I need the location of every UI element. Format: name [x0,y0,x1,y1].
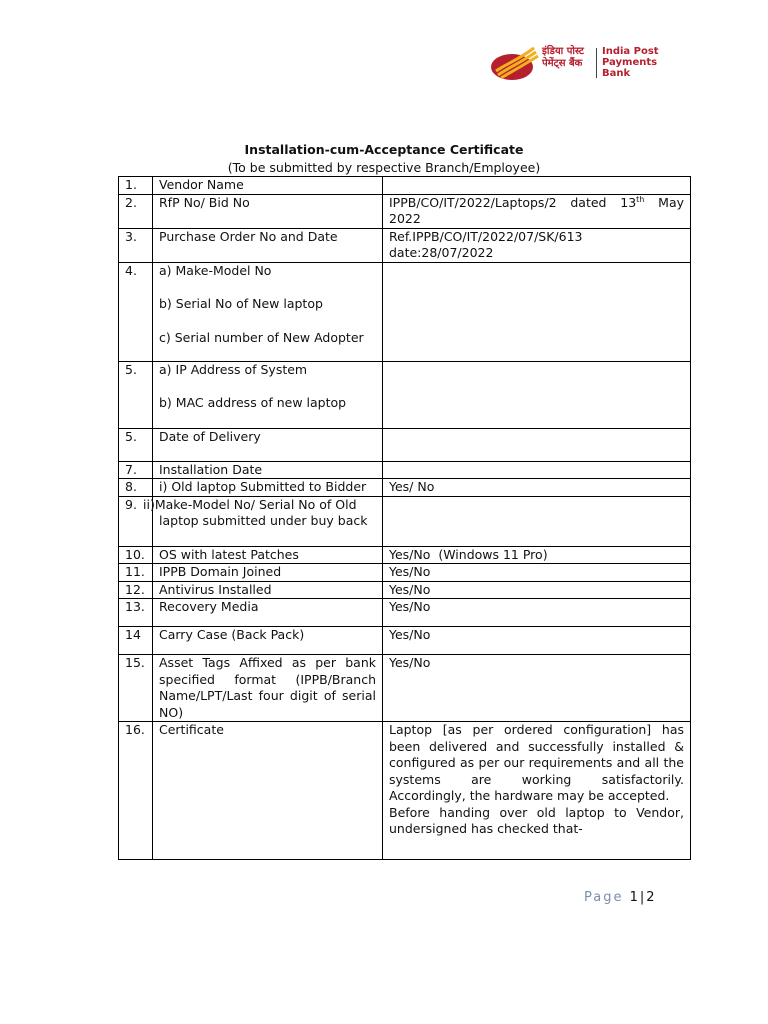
row-number: 14 [119,627,153,655]
row-number: 10. [119,546,153,564]
row-value [383,194,691,228]
row-number: 12. [119,581,153,599]
mac-address-label: b) MAC address of new laptop [159,395,347,410]
page-number: 1 [629,890,638,905]
row-item: IPPB Domain Joined [153,564,383,582]
row-value: Yes/No [383,581,691,599]
row-item: Installation Date [153,461,383,479]
page-total: 2 [646,890,655,905]
row-number: 5. [119,361,153,428]
row-item: Carry Case (Back Pack) [153,627,383,655]
logo-english-text [602,46,672,79]
table-row [119,627,691,655]
row-number: 16. [119,722,153,860]
row-item: ii)Make-Model No/ Serial No of Old laptop submitted under buy back [153,496,383,546]
row-value [383,722,691,860]
row-value: Yes/No [383,627,691,655]
row-item: Certificate [153,722,383,860]
spacer [159,279,376,296]
make-model-label: a) Make-Model No [159,262,272,278]
logo-divider [596,48,597,78]
row-number: 3. [119,228,153,262]
serial-new-laptop-label: b) Serial No of New laptop [159,296,323,311]
row-item: RfP No/ Bid No [153,194,383,228]
table-row [119,262,691,361]
india-post-payments-bank-logo [488,40,672,86]
spacer [159,378,376,395]
page-label: Page [584,890,624,905]
row-number: 1. [119,177,153,195]
table-row [119,496,691,546]
row-value: Yes/No [383,564,691,582]
row-item: Date of Delivery [153,428,383,461]
table-row [119,228,691,262]
table-row [119,655,691,722]
table-row [119,479,691,497]
row-value [383,177,691,195]
rfp-date-tail: May 2022 [389,194,684,226]
row-value: Yes/No [383,655,691,722]
row-item [153,361,383,428]
certificate-table [118,176,691,860]
document-subtitle: (To be submitted by respective Branch/Employee) [227,160,541,175]
serial-new-adopter-label: c) Serial number of New Adopter [159,329,364,345]
rfp-number: IPPB/CO/IT/2022/Laptops/2 dated 13 [389,194,637,210]
row-number: 5. [119,428,153,461]
logo-eng-line1: India Post [602,46,659,57]
row-value [383,262,691,361]
table-row [119,546,691,564]
logo-hindi-text [542,46,584,70]
po-number: Ref.IPPB/CO/IT/2022/07/SK/613 [389,228,583,244]
table-row [119,177,691,195]
logo-eng-line2: Payments Bank [602,57,658,79]
row-value: Yes/No (Windows 11 Pro) [383,546,691,564]
row-number: 4. [119,262,153,361]
table-row [119,461,691,479]
row-item: Vendor Name [153,177,383,195]
row-item: Recovery Media [153,599,383,627]
po-date: date:28/07/2022 [389,245,494,260]
row-value: Yes/ No [383,479,691,497]
row-number: 8. [119,479,153,497]
row-number: 15. [119,655,153,722]
row-item [153,262,383,361]
row-item: Purchase Order No and Date [153,228,383,262]
row-item: i) Old laptop Submitted to Bidder [153,479,383,497]
row-number: 2. [119,194,153,228]
page-footer [584,890,655,905]
logo-hindi-line1: इंडिया पोस्ट [542,46,584,57]
row-value [383,496,691,546]
table-row [119,599,691,627]
document-title: Installation-cum-Acceptance Certificate [244,142,524,157]
certificate-handover-note: Before handing over old laptop to Vendor, undersigned has checked that- [389,804,684,836]
ip-address-label: a) IP Address of System [159,361,308,377]
row-number: 7. [119,461,153,479]
table-row [119,194,691,228]
table-row [119,581,691,599]
logo-hindi-line2: पेमेंट्स बैंक [542,58,583,69]
table-row [119,428,691,461]
certificate-statement: Laptop [as per ordered configuration] has been delivered and successfully installed & configured as per our requirements and all the systems are working satisfactorily. Accordingly, the hardware may be accepted. [389,722,684,803]
table-row [119,361,691,428]
row-item: Asset Tags Affixed as per bank specified format (IPPB/Branch Name/LPT/Last four digit of serial NO) [153,655,383,722]
date-suffix: th [636,194,645,204]
row-item: OS with latest Patches [153,546,383,564]
row-item: Antivirus Installed [153,581,383,599]
row-value [383,361,691,428]
row-number: 9. [119,496,153,546]
row-value [383,428,691,461]
table-row [119,722,691,860]
row-value [383,461,691,479]
page-separator: | [639,890,645,905]
row-number: 13. [119,599,153,627]
logo-emblem-icon [488,40,540,86]
row-value: Yes/No [383,599,691,627]
row-number: 11. [119,564,153,582]
table-row [119,564,691,582]
spacer [159,313,376,330]
row-value [383,228,691,262]
